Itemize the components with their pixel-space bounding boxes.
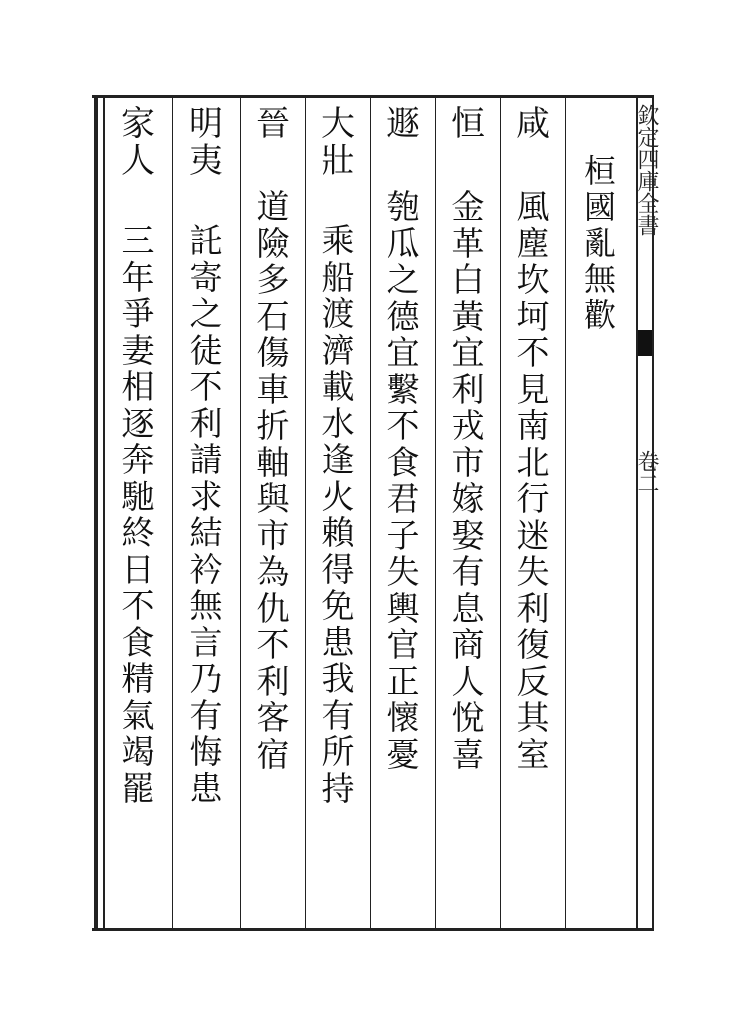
verse-text bbox=[386, 187, 420, 774]
character: 家 bbox=[121, 104, 155, 144]
verse-text bbox=[256, 187, 290, 774]
verse-text bbox=[451, 187, 485, 774]
character: 商 bbox=[451, 625, 485, 664]
verse-text bbox=[189, 221, 223, 808]
character: 爭 bbox=[121, 294, 155, 333]
character: 利 bbox=[451, 369, 485, 409]
character: 亂 bbox=[583, 224, 616, 262]
character: 官 bbox=[386, 625, 420, 664]
note-text bbox=[583, 152, 616, 335]
character: 石 bbox=[256, 296, 290, 336]
character: 瓜 bbox=[386, 223, 420, 263]
verse-jin bbox=[243, 187, 303, 774]
character: 患 bbox=[321, 622, 355, 662]
margin-header bbox=[634, 104, 659, 236]
character: 輿 bbox=[386, 588, 420, 628]
left-inner-border bbox=[103, 95, 105, 931]
character: 持 bbox=[321, 768, 355, 808]
character: 之 bbox=[189, 294, 223, 333]
character: 國 bbox=[583, 188, 616, 226]
title-text bbox=[451, 104, 485, 144]
character: 有 bbox=[451, 552, 485, 591]
verse-text bbox=[516, 187, 550, 774]
character: 正 bbox=[386, 661, 420, 701]
character: 客 bbox=[256, 698, 290, 737]
verse-dun bbox=[373, 187, 433, 774]
top-border bbox=[92, 95, 652, 98]
character: 黃 bbox=[451, 296, 485, 336]
character: 南 bbox=[516, 406, 550, 445]
column-divider bbox=[240, 98, 241, 928]
character: 大 bbox=[321, 104, 355, 144]
character: 恒 bbox=[451, 104, 485, 144]
character: 言 bbox=[189, 622, 223, 662]
character: 人 bbox=[121, 141, 155, 181]
character: 息 bbox=[451, 588, 485, 628]
margin-header-text: 欽定四庫全書 bbox=[634, 104, 659, 236]
note-column bbox=[570, 152, 630, 335]
character: 德 bbox=[386, 296, 420, 336]
title-text bbox=[321, 104, 355, 181]
character: 失 bbox=[386, 552, 420, 591]
left-border bbox=[94, 95, 98, 931]
character: 壯 bbox=[321, 141, 355, 181]
verse-dazhuang bbox=[308, 221, 368, 808]
character: 寄 bbox=[189, 257, 223, 297]
character: 所 bbox=[321, 732, 355, 771]
hexagram-title-dazhuang bbox=[308, 104, 368, 181]
character: 免 bbox=[321, 586, 355, 625]
column-divider bbox=[172, 98, 173, 928]
character: 逢 bbox=[321, 440, 355, 479]
character: 戎 bbox=[451, 406, 485, 445]
character: 悔 bbox=[189, 732, 223, 771]
character: 無 bbox=[189, 586, 223, 625]
character: 君 bbox=[386, 479, 420, 518]
character: 得 bbox=[321, 549, 355, 589]
character: 軸 bbox=[256, 442, 290, 482]
character: 乘 bbox=[321, 221, 355, 260]
character: 船 bbox=[321, 257, 355, 297]
character: 請 bbox=[189, 440, 223, 479]
fish-tail-mark bbox=[638, 330, 652, 356]
verse-xian bbox=[503, 187, 563, 774]
character: 懷 bbox=[386, 698, 420, 737]
title-text bbox=[256, 104, 290, 144]
character: 多 bbox=[256, 260, 290, 299]
character: 相 bbox=[121, 367, 155, 406]
character: 金 bbox=[451, 187, 485, 226]
bottom-border bbox=[92, 928, 652, 931]
character: 不 bbox=[516, 333, 550, 372]
character: 桓 bbox=[583, 152, 616, 190]
column-divider bbox=[305, 98, 306, 928]
character: 患 bbox=[189, 768, 223, 808]
hexagram-title-jin bbox=[243, 104, 303, 144]
character: 求 bbox=[189, 476, 223, 516]
column-divider bbox=[500, 98, 501, 928]
character: 咸 bbox=[516, 104, 550, 144]
character: 我 bbox=[321, 659, 355, 698]
character: 奔 bbox=[121, 440, 155, 479]
character: 為 bbox=[256, 552, 290, 591]
margin-juan bbox=[634, 450, 659, 494]
character: 子 bbox=[386, 515, 420, 555]
character: 渡 bbox=[321, 294, 355, 333]
character: 載 bbox=[321, 367, 355, 406]
character: 革 bbox=[451, 223, 485, 263]
character: 室 bbox=[516, 734, 550, 774]
hexagram-title-heng bbox=[438, 104, 498, 144]
character: 託 bbox=[189, 221, 223, 260]
hexagram-title-jiaren bbox=[108, 104, 168, 181]
character: 罷 bbox=[121, 768, 155, 808]
character: 不 bbox=[256, 625, 290, 664]
character: 白 bbox=[451, 260, 485, 299]
margin-juan-text: 卷二 bbox=[634, 450, 659, 494]
character: 賴 bbox=[321, 513, 355, 552]
character: 見 bbox=[516, 369, 550, 409]
character: 不 bbox=[386, 406, 420, 445]
verse-text bbox=[121, 221, 155, 808]
character: 明 bbox=[189, 104, 223, 144]
character: 宿 bbox=[256, 734, 290, 774]
hexagram-title-xian bbox=[503, 104, 563, 144]
character: 與 bbox=[256, 479, 290, 518]
character: 利 bbox=[516, 588, 550, 628]
character: 有 bbox=[321, 695, 355, 735]
character: 利 bbox=[189, 403, 223, 443]
character: 市 bbox=[451, 442, 485, 482]
character: 有 bbox=[189, 695, 223, 735]
character: 繫 bbox=[386, 369, 420, 409]
title-text bbox=[121, 104, 155, 181]
character: 險 bbox=[256, 223, 290, 263]
character: 坎 bbox=[516, 260, 550, 299]
character: 傷 bbox=[256, 333, 290, 372]
character: 徒 bbox=[189, 330, 223, 370]
character: 其 bbox=[516, 698, 550, 737]
verse-text bbox=[321, 221, 355, 808]
character: 夷 bbox=[189, 141, 223, 181]
character: 悅 bbox=[451, 698, 485, 737]
character: 濟 bbox=[321, 330, 355, 370]
verse-mingyi bbox=[176, 221, 236, 808]
character: 北 bbox=[516, 442, 550, 482]
character: 之 bbox=[386, 260, 420, 299]
character: 精 bbox=[121, 659, 155, 698]
character: 乃 bbox=[189, 659, 223, 698]
character: 車 bbox=[256, 369, 290, 409]
character: 迷 bbox=[516, 515, 550, 555]
character: 折 bbox=[256, 406, 290, 445]
character: 反 bbox=[516, 661, 550, 701]
title-text bbox=[516, 104, 550, 144]
character: 馳 bbox=[121, 476, 155, 516]
character: 食 bbox=[386, 442, 420, 482]
character: 塵 bbox=[516, 223, 550, 263]
title-text bbox=[386, 104, 420, 144]
character: 火 bbox=[321, 476, 355, 516]
character: 市 bbox=[256, 515, 290, 555]
character: 宜 bbox=[451, 333, 485, 372]
character: 三 bbox=[121, 221, 155, 260]
character: 衿 bbox=[189, 549, 223, 589]
character: 歡 bbox=[583, 296, 616, 334]
hexagram-title-mingyi bbox=[176, 104, 236, 181]
character: 水 bbox=[321, 403, 355, 443]
character: 憂 bbox=[386, 734, 420, 774]
character: 不 bbox=[121, 586, 155, 625]
character: 食 bbox=[121, 622, 155, 662]
character: 復 bbox=[516, 625, 550, 664]
character: 終 bbox=[121, 513, 155, 552]
character: 仇 bbox=[256, 588, 290, 628]
character: 娶 bbox=[451, 515, 485, 555]
character: 嫁 bbox=[451, 479, 485, 518]
character: 晉 bbox=[256, 104, 290, 144]
hexagram-title-dun bbox=[373, 104, 433, 144]
column-divider bbox=[565, 98, 566, 928]
character: 風 bbox=[516, 187, 550, 226]
character: 匏 bbox=[386, 187, 420, 226]
character: 人 bbox=[451, 661, 485, 701]
character: 道 bbox=[256, 187, 290, 226]
character: 宜 bbox=[386, 333, 420, 372]
character: 氣 bbox=[121, 695, 155, 735]
character: 遯 bbox=[386, 104, 420, 144]
character: 行 bbox=[516, 479, 550, 518]
character: 坷 bbox=[516, 296, 550, 336]
character: 無 bbox=[583, 260, 616, 298]
title-text bbox=[189, 104, 223, 181]
character: 竭 bbox=[121, 732, 155, 771]
column-divider bbox=[370, 98, 371, 928]
verse-heng bbox=[438, 187, 498, 774]
character: 不 bbox=[189, 367, 223, 406]
character: 失 bbox=[516, 552, 550, 591]
character: 日 bbox=[121, 549, 155, 589]
character: 年 bbox=[121, 257, 155, 297]
character: 逐 bbox=[121, 403, 155, 443]
column-divider bbox=[435, 98, 436, 928]
character: 喜 bbox=[451, 734, 485, 774]
character: 利 bbox=[256, 661, 290, 701]
character: 結 bbox=[189, 513, 223, 552]
character: 妻 bbox=[121, 330, 155, 370]
verse-jiaren bbox=[108, 221, 168, 808]
